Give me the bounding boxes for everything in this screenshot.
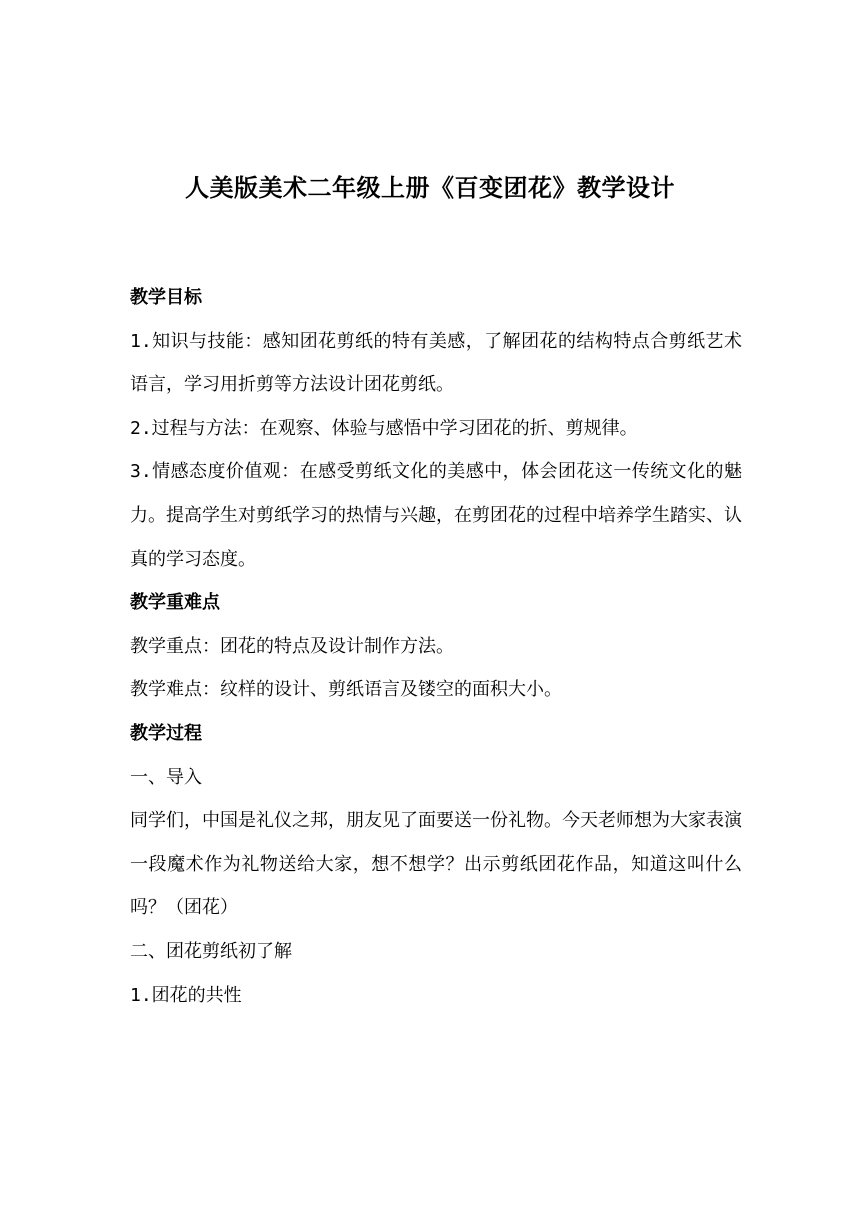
section-heading-objectives: 教学目标 [130, 287, 202, 308]
process-step-understanding: 二、团花剪纸初了解 [130, 940, 292, 962]
key-point-focus: 教学重点：团花的特点及设计制作方法。 [130, 635, 454, 657]
document-title: 人美版美术二年级上册《百变团花》教学设计 [185, 174, 675, 202]
process-substep-commonality: 1.团花的共性 [130, 984, 242, 1006]
section-heading-process: 教学过程 [130, 722, 202, 744]
objective-item-attitude: 3.情感态度价值观：在感受剪纸文化的美感中，体会团花这一传统文化的魅力。提高学生对剪纸学习的热情与兴趣，在剪团花的过程中培养学生踏实、认真的学习态度。 [130, 461, 742, 570]
objective-item-process: 2.过程与方法：在观察、体验与感悟中学习团花的折、剪规律。 [130, 417, 638, 439]
objective-item-knowledge: 1.知识与技能：感知团花剪纸的特有美感，了解团花的结构特点合剪纸艺术语言，学习用折剪等方法设计团花剪纸。 [130, 330, 742, 396]
process-intro-paragraph: 同学们，中国是礼仪之邦，朋友见了面要送一份礼物。今天老师想为大家表演一段魔术作为礼物送给大家，想不想学？出示剪纸团花作品，知道这叫什么吗？（团花） [130, 810, 742, 919]
document-body [130, 276, 742, 1017]
key-point-difficulty: 教学难点：纹样的设计、剪纸语言及镂空的面积大小。 [130, 679, 562, 701]
process-step-intro: 一、导入 [130, 766, 202, 788]
section-heading-key-points: 教学重难点 [130, 592, 220, 614]
